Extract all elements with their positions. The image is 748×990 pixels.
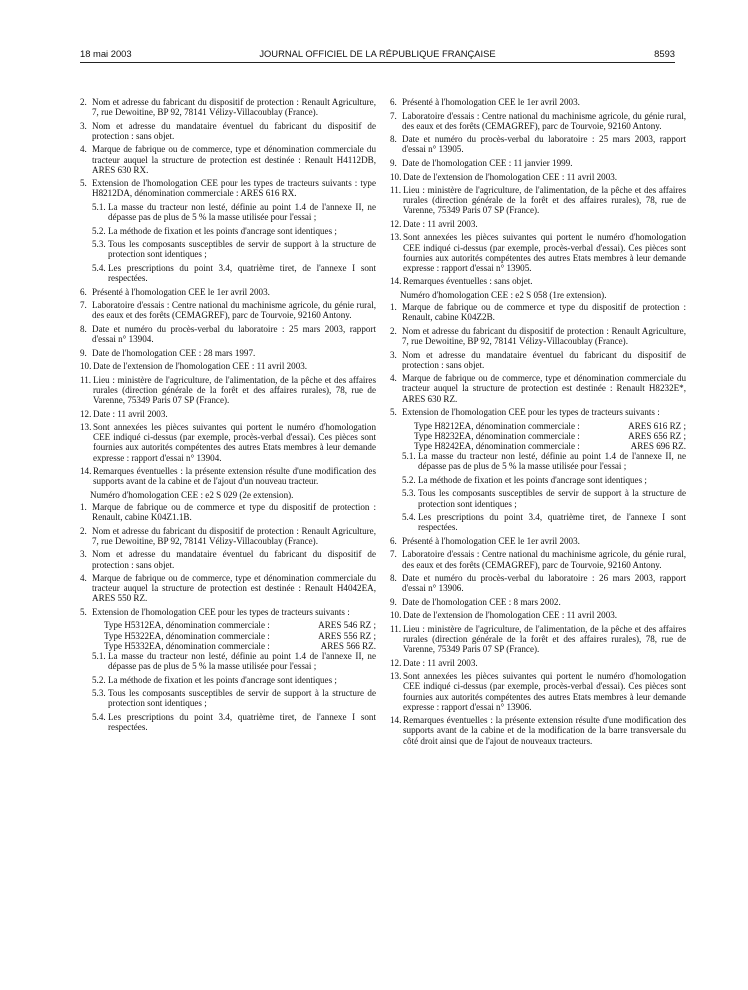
item-text: Nom et adresse du mandataire éventuel du fabricant du dispositif de protection : sans objet. xyxy=(92,120,376,141)
tractor-type-label: Type H8212EA, dénomination commerciale : xyxy=(414,420,580,431)
list-item xyxy=(80,144,376,174)
item-text: Date et numéro du procès-verbal du laboratoire : 25 mars 2003, rapport d'essai n° 13904. xyxy=(92,323,376,345)
item-text: Lieu : ministère de l'agriculture, de l'alimentation, de la pêche et des affaires rurales (direction générale de la forêt et des affaires rurales), 78, rue de Varenne, 75349 Paris 07 SP (France). xyxy=(403,623,686,655)
item-text: Date : 11 avril 2003. xyxy=(93,408,168,419)
list-item xyxy=(80,466,376,486)
item-text: Tous les composants susceptibles de servir de support à la structure de protection sont identiques ; xyxy=(108,688,376,709)
sub-item xyxy=(80,202,376,222)
item-number: 5. xyxy=(390,407,397,418)
item-number: 5.2. xyxy=(402,474,416,485)
list-item xyxy=(390,172,686,182)
tractor-type-row xyxy=(80,631,376,641)
item-number: 10. xyxy=(390,610,402,621)
tractor-type-label: Type H8232EA, dénomination commerciale : xyxy=(414,430,580,441)
item-text: Date de l'extension de l'homologation CEE : 11 avril 2003. xyxy=(403,171,618,182)
item-text: Date et numéro du procès-verbal du laboratoire : 25 mars 2003, rapport d'essai n° 13905. xyxy=(402,134,686,155)
tractor-type-label: Type H5322EA, dénomination commerciale : xyxy=(104,630,270,641)
item-text: Nom et adresse du fabricant du dispositif de protection : Renault Agriculture, 7, rue Dewoitine, BP 92, 78141 Vélizy-Villacoublay (France). xyxy=(92,97,376,118)
list-item xyxy=(390,610,686,620)
item-number: 7. xyxy=(390,110,397,121)
list-item xyxy=(390,536,686,546)
item-text: Sont annexées les pièces suivantes qui portent le numéro d'homologation CEE indiqué ci-dessus (par exemple, procès-verbal d'essai). Ces pièces sont fournies aux autorités compétentes des autres Etats membres à leur demande expresse : rapport d'essai n° 13905. xyxy=(403,232,686,273)
left-column xyxy=(80,97,376,736)
item-number: 1. xyxy=(80,501,87,512)
item-number: 9. xyxy=(390,596,397,607)
item-text: Les prescriptions du point 3.4, quatrième tiret, de l'annexe I sont respectées. xyxy=(108,711,376,733)
list-item xyxy=(390,373,686,403)
item-text: Date de l'extension de l'homologation CEE : 11 avril 2003. xyxy=(93,361,308,372)
item-text: Sont annexées les pièces suivantes qui portent le numéro d'homologation CEE indiqué ci-dessus (par exemple, procès-verbal d'essai). Ces pièces sont fournies aux autorités compétentes des autres Etats membres à leur demande expresse : rapport d'essai n° 13906. xyxy=(403,671,686,712)
item-text: La méthode de fixation et les points d'ancrage sont identiques ; xyxy=(418,474,647,485)
item-text: La masse du tracteur non lesté, définie au point 1.4 de l'annexe II, ne dépasse pas de plus de 5 % la masse utilisée pour l'essai ; xyxy=(108,201,376,223)
list-item xyxy=(390,671,686,712)
item-number: 6. xyxy=(80,286,87,297)
item-number: 12. xyxy=(390,218,402,229)
item-number: 2. xyxy=(390,325,397,336)
header-date: 18 mai 2003 xyxy=(80,48,132,59)
item-number: 3. xyxy=(80,120,87,131)
sub-item xyxy=(80,263,376,283)
item-text: Lieu : ministère de l'agriculture, de l'alimentation, de la pêche et des affaires rurales (direction générale de la forêt et des affaires rurales), 78, rue de Varenne, 75349 Paris 07 SP (France). xyxy=(93,374,376,405)
list-item xyxy=(80,375,376,405)
item-number: 4. xyxy=(390,373,397,384)
tractor-type-row xyxy=(390,431,686,441)
item-number: 9. xyxy=(80,347,87,358)
homologation-heading: Numéro d'homologation CEE : e2 S 029 (2e extension). xyxy=(90,489,294,500)
list-item xyxy=(80,178,376,198)
item-text: Nom et adresse du mandataire éventuel du fabricant du dispositif de protection : sans objet. xyxy=(402,349,686,370)
item-text: La méthode de fixation et les points d'ancrage sont identiques ; xyxy=(108,674,337,685)
item-text: Tous les composants susceptibles de servir de support à la structure de protection sont identiques ; xyxy=(108,239,376,260)
item-number: 5.3. xyxy=(92,688,106,699)
item-number: 4. xyxy=(80,573,87,584)
tractor-type-label: Type H5332EA, dénomination commerciale : xyxy=(104,640,270,651)
item-number: 14. xyxy=(390,276,402,287)
list-item xyxy=(80,526,376,546)
list-item xyxy=(390,219,686,229)
item-text: Date de l'homologation CEE : 8 mars 2002. xyxy=(402,596,561,607)
item-text: Marque de fabrique ou de commerce, type et dénomination commerciale du tracteur auquel la structure de protection est destinée : Renault H8232E*, ARES 630 RZ. xyxy=(402,373,686,404)
item-number: 12. xyxy=(80,408,92,419)
numbered-list xyxy=(80,97,376,199)
item-text: La masse du tracteur non lesté, définie au point 1.4 de l'annexe II, ne dépasse pas de plus de 5 % la masse utilisée pour l'essai ; xyxy=(108,650,376,672)
item-number: 7. xyxy=(390,549,397,560)
item-text: Sont annexées les pièces suivantes qui portent le numéro d'homologation CEE indiqué ci-dessus (par exemple, procès-verbal d'essai). Ces pièces sont fournies aux autorités compétentes des autres Etats membres à leur demande expresse : rapport d'essai n° 13904. xyxy=(93,422,376,463)
item-number: 6. xyxy=(390,535,397,546)
item-text: Nom et adresse du fabricant du dispositif de protection : Renault Agriculture, 7, rue Dewoitine, BP 92, 78141 Vélizy-Villacoublay (France). xyxy=(92,525,376,546)
item-text: Présenté à l'homologation CEE le 1er avril 2003. xyxy=(92,286,270,297)
item-number: 12. xyxy=(390,657,402,668)
sub-item-list xyxy=(80,202,376,283)
list-item xyxy=(80,287,376,297)
item-number: 10. xyxy=(80,361,92,372)
item-number: 5. xyxy=(80,606,87,617)
sub-item xyxy=(80,712,376,732)
list-item xyxy=(80,97,376,117)
tractor-type-row xyxy=(80,641,376,651)
item-text: Les prescriptions du point 3.4, quatrième tiret, de l'annexe I sont respectées. xyxy=(418,512,686,533)
sub-item xyxy=(80,675,376,685)
item-text: Date : 11 avril 2003. xyxy=(403,657,478,668)
item-text: Laboratoire d'essais : Centre national du machinisme agricole, du génie rural, des eaux et des forêts (CEMAGREF), parc de Tourvoie, 92160 Antony. xyxy=(92,300,376,321)
item-number: 3. xyxy=(390,349,397,360)
sub-item xyxy=(390,475,686,485)
list-item xyxy=(390,185,686,215)
item-number: 8. xyxy=(390,573,397,584)
item-number: 2. xyxy=(80,525,87,536)
item-number: 11. xyxy=(390,623,402,634)
item-number: 14. xyxy=(80,466,92,477)
item-text: Présenté à l'homologation CEE le 1er avril 2003. xyxy=(402,97,580,107)
item-text: Extension de l'homologation CEE pour les types de tracteurs suivants : xyxy=(402,407,660,418)
item-text: Lieu : ministère de l'agriculture, de l'alimentation, de la pêche et des affaires rurales (direction générale de la forêt et des affaires rurales), 78, rue de Varenne, 75349 Paris 07 SP (France). xyxy=(403,185,686,216)
list-item xyxy=(80,121,376,141)
list-item xyxy=(390,715,686,745)
item-text: Date de l'extension de l'homologation CEE : 11 avril 2003. xyxy=(403,610,618,621)
item-text: Tous les composants susceptibles de servir de support à la structure de protection sont identiques ; xyxy=(418,488,686,509)
item-text: Marque de fabrique ou de commerce, type et dénomination commerciale du tracteur auquel la structure de protection est destinée : Renault H4042EA, ARES 550 RZ. xyxy=(92,573,376,604)
numbered-list xyxy=(390,97,686,287)
list-item xyxy=(80,409,376,419)
sub-item xyxy=(390,488,686,508)
sub-item-list xyxy=(80,651,376,732)
item-number: 3. xyxy=(80,549,87,560)
item-text: Laboratoire d'essais : Centre national du machinisme agricole, du génie rural, des eaux et des forêts (CEMAGREF), parc de Tourvoie, 92160 Antony. xyxy=(402,549,686,570)
tractor-commercial-name: ARES 546 RZ ; xyxy=(318,620,376,631)
list-item xyxy=(390,111,686,131)
item-number: 5.4. xyxy=(92,711,106,722)
list-item xyxy=(390,276,686,286)
item-text: Extension de l'homologation CEE pour les types de tracteurs suivants : type H8212DA, dénomination commerciale : ARES 616 RX. xyxy=(92,178,376,199)
list-item xyxy=(390,134,686,154)
list-item xyxy=(80,502,376,522)
tractor-type-list xyxy=(390,421,686,451)
item-text: Marque de fabrique ou de commerce et type du dispositif de protection : Renault, cabine K04Z1.1B. xyxy=(92,501,376,523)
tractor-commercial-name: ARES 556 RZ ; xyxy=(318,630,376,641)
item-number: 11. xyxy=(80,374,92,385)
numbered-list xyxy=(390,536,686,746)
list-item xyxy=(390,407,686,417)
list-item xyxy=(390,624,686,654)
item-number: 5.3. xyxy=(402,488,416,499)
item-text: Remarques éventuelles : la présente extension résulte d'une modification des supports avant de la cabine et de l'ajout d'un nouveau tracteur. xyxy=(93,466,376,487)
list-item xyxy=(390,350,686,370)
page-number: 8593 xyxy=(654,48,675,59)
list-item xyxy=(390,302,686,322)
list-item xyxy=(80,607,376,617)
item-number: 5.3. xyxy=(92,239,106,250)
sub-item xyxy=(390,451,686,471)
item-number: 7. xyxy=(80,300,87,311)
item-text: Nom et adresse du fabricant du dispositif de protection : Renault Agriculture, 7, rue Dewoitine, BP 92, 78141 Vélizy-Villacoublay (France). xyxy=(402,325,686,347)
item-text: Extension de l'homologation CEE pour les types de tracteurs suivants : xyxy=(92,606,350,617)
list-item xyxy=(390,549,686,569)
item-number: 5.4. xyxy=(402,512,416,523)
list-item xyxy=(390,573,686,593)
list-item xyxy=(390,658,686,668)
list-item xyxy=(80,300,376,320)
item-text: Marque de fabrique ou de commerce et type du dispositif de protection : Renault, cabine K04Z2B. xyxy=(402,302,686,323)
list-item xyxy=(80,324,376,344)
list-item xyxy=(80,348,376,358)
item-number: 5.2. xyxy=(92,225,106,236)
tractor-type-row xyxy=(80,620,376,630)
item-number: 13. xyxy=(80,422,92,433)
item-number: 10. xyxy=(390,171,402,182)
item-text: Date et numéro du procès-verbal du laboratoire : 26 mars 2003, rapport d'essai n° 13906. xyxy=(402,573,686,594)
item-number: 13. xyxy=(390,232,402,243)
tractor-commercial-name: ARES 616 RZ ; xyxy=(628,420,686,431)
item-number: 4. xyxy=(80,144,87,155)
numbered-list xyxy=(80,287,376,487)
sub-item xyxy=(80,688,376,708)
item-number: 13. xyxy=(390,671,402,682)
list-item xyxy=(390,326,686,346)
tractor-commercial-name: ARES 566 RZ. xyxy=(320,640,376,651)
list-item xyxy=(80,549,376,569)
list-item xyxy=(390,597,686,607)
item-number: 5.4. xyxy=(92,262,106,273)
item-text: La masse du tracteur non lesté, définie au point 1.4 de l'annexe II, ne dépasse pas de plus de 5 % la masse utilisée pour l'essai ; xyxy=(418,451,686,472)
list-item xyxy=(80,422,376,463)
item-number: 1. xyxy=(390,302,397,313)
tractor-commercial-name: ARES 656 RZ ; xyxy=(628,430,686,441)
item-text: Remarques éventuelles : la présente extension résulte d'une modification des supports avant de la cabine et de la modification de la barre transversale du côté droit ainsi que de l'ajout de nouveaux tracteurs. xyxy=(403,715,686,746)
tractor-commercial-name: ARES 696 RZ. xyxy=(630,441,686,451)
item-number: 11. xyxy=(390,185,402,196)
homologation-heading: Numéro d'homologation CEE : e2 S 058 (1re extension). xyxy=(400,290,607,301)
item-text: Nom et adresse du mandataire éventuel du fabricant du dispositif de protection : sans objet. xyxy=(92,549,376,570)
item-number: 5. xyxy=(80,178,87,189)
item-text: Date : 11 avril 2003. xyxy=(403,218,478,229)
item-text: Marque de fabrique ou de commerce, type et dénomination commerciale du tracteur auquel la structure de protection est destinée : Renault H4112DB, ARES 630 RX. xyxy=(92,144,376,175)
tractor-type-row xyxy=(390,421,686,431)
list-item xyxy=(80,361,376,371)
item-number: 5.1. xyxy=(92,650,106,661)
sub-item xyxy=(390,512,686,532)
numbered-list xyxy=(390,302,686,417)
item-number: 14. xyxy=(390,715,402,726)
header-rule xyxy=(80,62,675,63)
item-text: Laboratoire d'essais : Centre national du machinisme agricole, du génie rural, des eaux et des forêts (CEMAGREF), parc de Tourvoie, 92160 Antony. xyxy=(402,110,686,131)
item-number: 8. xyxy=(390,134,397,145)
item-text: Date de l'homologation CEE : 28 mars 1997. xyxy=(92,347,256,358)
sub-item xyxy=(80,226,376,236)
item-number: 5.1. xyxy=(92,201,106,212)
item-number: 6. xyxy=(390,97,397,107)
sub-item xyxy=(80,651,376,671)
item-text: La méthode de fixation et les points d'ancrage sont identiques ; xyxy=(108,225,337,236)
tractor-type-list xyxy=(80,620,376,650)
item-number: 9. xyxy=(390,157,397,168)
item-text: Remarques éventuelles : sans objet. xyxy=(403,276,533,287)
tractor-type-label: Type H5312EA, dénomination commerciale : xyxy=(104,620,270,631)
tractor-type-row xyxy=(390,441,686,451)
list-item xyxy=(390,158,686,168)
item-number: 5.2. xyxy=(92,674,106,685)
item-number: 8. xyxy=(80,323,87,334)
item-text: Les prescriptions du point 3.4, quatrième tiret, de l'annexe I sont respectées. xyxy=(108,262,376,284)
list-item xyxy=(390,232,686,273)
sub-item xyxy=(80,239,376,259)
tractor-type-label: Type H8242EA, dénomination commerciale : xyxy=(414,441,580,451)
list-item xyxy=(80,573,376,603)
item-text: Date de l'homologation CEE : 11 janvier 1999. xyxy=(402,157,573,168)
item-number: 2. xyxy=(80,97,87,107)
item-number: 5.1. xyxy=(402,451,416,462)
list-item xyxy=(390,97,686,107)
page-header xyxy=(80,48,675,60)
numbered-list xyxy=(80,502,376,617)
sub-item-list xyxy=(390,451,686,532)
item-text: Présenté à l'homologation CEE le 1er avril 2003. xyxy=(402,535,580,546)
journal-title: JOURNAL OFFICIEL DE LA RÉPUBLIQUE FRANÇAISE xyxy=(259,48,496,59)
right-column xyxy=(390,97,686,749)
